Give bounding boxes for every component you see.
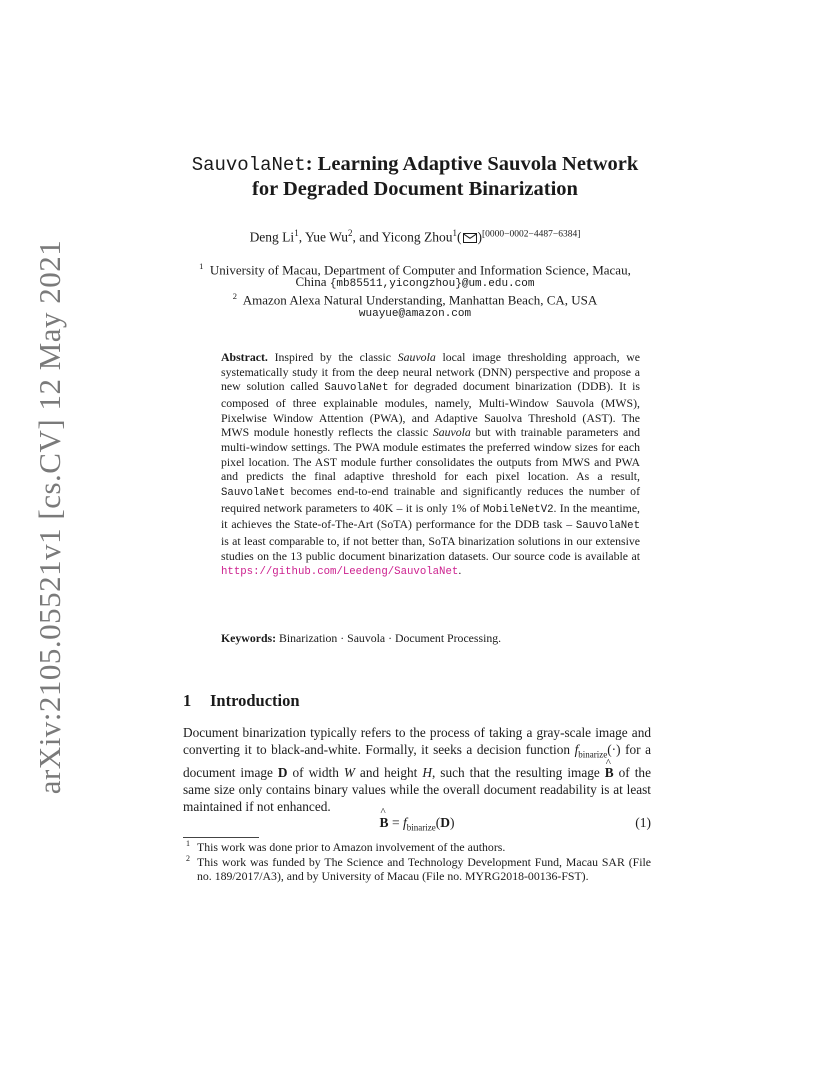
affiliation-2-line-2	[150, 304, 680, 322]
title-line-1-rest: : Learning Adaptive Sauvola Network	[305, 153, 639, 175]
abstract-text: becomes end-to-end trainable and significantly reduces the number of required network parameters to 40K – it is only 1% of	[221, 483, 640, 515]
affiliation-2-email[interactable]: wuayue@amazon.com	[358, 308, 472, 320]
body-text: Document binarization typically refers to the process of taking a gray-scale image and converting it to black-and-white. Formally, it seeks a decision function	[183, 725, 651, 758]
math-symbol: D	[277, 765, 288, 781]
arxiv-identifier-stamp: arXiv:2105.05521v1 [cs.CV] 12 May 2021	[32, 239, 67, 795]
math-symbol: f	[574, 742, 579, 758]
source-code-link[interactable]: https://github.com/Leedeng/SauvolaNet	[221, 566, 459, 579]
author-2-affil-mark: 2	[348, 228, 353, 238]
author-1-affil-mark: 1	[294, 228, 299, 238]
section-number: 1	[183, 691, 192, 710]
affiliation-1-mark: 1	[199, 261, 204, 271]
abstract-code-term: MobileNetV2	[482, 503, 554, 516]
footnote-mark: 2	[186, 853, 190, 863]
affiliation-1-email[interactable]: {mb85511,yicongzhou}@um.edu.com	[329, 278, 535, 290]
abstract-emphasis: Sauvola	[432, 425, 471, 440]
footnotes	[183, 840, 651, 884]
abstract-text: but with trainable parameters and multi-window settings. The PWA module estimates the preferred window sizes for each pixel location. The AST module further consolidates the outputs from MWS and PWA and predicts the final adaptive threshold for each pixel location. As a result,	[221, 425, 640, 484]
abstract-text: . In the meantime, it achieves the State-of-The-Art (SoTA) performance for the DDB task –	[221, 500, 640, 532]
keywords-text: Binarization · Sauvola · Document Processing.	[276, 631, 502, 645]
math-symbol: W	[343, 765, 355, 781]
abstract-code-term: SauvolaNet	[324, 382, 389, 395]
abstract	[221, 350, 640, 580]
equation-subscript: binarize	[406, 822, 436, 833]
body-text: , such that the resulting image	[431, 765, 605, 781]
keywords-label: Keywords:	[221, 631, 277, 645]
envelope-icon	[463, 233, 477, 243]
footnote-text: This work was done prior to Amazon involvement of the authors.	[197, 840, 506, 854]
author-3-affil-mark: 1	[452, 228, 458, 238]
footnote-mark: 1	[186, 839, 190, 848]
equation-body	[183, 815, 651, 833]
author-3: Yicong Zhou	[381, 229, 453, 245]
abstract-text: Inspired by the classic	[267, 350, 398, 364]
footnote-1	[183, 840, 651, 855]
body-text: (·) for a document image	[183, 742, 652, 781]
orcid-id: [0000−0002−4487−6384]	[482, 229, 581, 240]
equation-paren: (	[435, 815, 441, 830]
section-title: Introduction	[210, 691, 300, 710]
abstract-code-term: SauvolaNet	[575, 520, 640, 533]
abstract-emphasis: Sauvola	[397, 350, 436, 364]
equation-number: (1)	[635, 815, 651, 830]
author-2: Yue Wu	[304, 229, 349, 245]
abstract-text: is at least comparable to, if not better than, SoTA binarization solutions in our extensive studies on the 13 public document binarization datasets. Our source code is available at	[221, 533, 640, 563]
body-text: and height	[354, 765, 423, 781]
paper-title-line-2: for Degraded Document Binarization	[252, 178, 578, 200]
affiliation-2-mark: 2	[232, 291, 237, 301]
footnote-2	[183, 855, 651, 884]
author-list: Deng Li$^1$, Yue Wu$^2$, and Yicong Zhou$^1$( )[0000−0002−4487−6384]	[249, 228, 581, 245]
footnote-text: This work was funded by The Science and Technology Development Fund, Macau SAR (File no. 189/2017/A3), and by University of Macau (File no. MYRG2018-00136-FST).	[197, 854, 651, 884]
affiliation-1-text: University of Macau, Department of Computer and Information Science, Macau,	[209, 262, 631, 278]
body-text: of width	[287, 765, 344, 781]
math-symbol: ^ B	[605, 764, 614, 781]
abstract-text: .	[458, 563, 462, 578]
equation-function: f	[402, 815, 407, 830]
equation-equals: =	[388, 815, 403, 830]
author-1: Deng Li	[249, 229, 295, 245]
intro-paragraph	[183, 724, 651, 816]
section-heading	[183, 691, 300, 711]
paper-title-line-1	[150, 152, 680, 178]
body-text: of the same size only contains binary values while the overall document readability is at least maintained if not enhanced.	[183, 765, 651, 815]
title-method-name: SauvolaNet	[191, 154, 306, 176]
equation-argument: D	[440, 815, 450, 830]
affiliation-2-text: Amazon Alexa Natural Understanding, Manhattan Beach, CA, USA	[242, 292, 598, 308]
abstract-heading: Abstract.	[221, 350, 268, 364]
equation-lhs: ^ B	[380, 815, 389, 831]
math-symbol: H	[422, 765, 432, 781]
keywords	[221, 631, 640, 646]
affiliation-1-country: China	[295, 274, 330, 289]
author-separator: ,	[298, 229, 305, 245]
abstract-text: local image thresholding approach, we systematically study it from the deep neural network (DNN) perspective and propose a new solution called	[221, 350, 640, 394]
abstract-code-term: SauvolaNet	[221, 486, 286, 499]
footnote-divider	[183, 837, 259, 838]
abstract-text: for degraded document binarization (DDB). It is composed of three explainable modules, namely, Multi-Window Sauvola (MWS), Pixelwise Window Attention (PWA), and Adaptive Sauolva Threshold (AST). The MWS module honestly reflects the classic	[221, 379, 641, 440]
equation-paren: )	[449, 815, 455, 830]
author-separator: , and	[352, 229, 382, 245]
math-subscript: binarize	[578, 749, 608, 760]
